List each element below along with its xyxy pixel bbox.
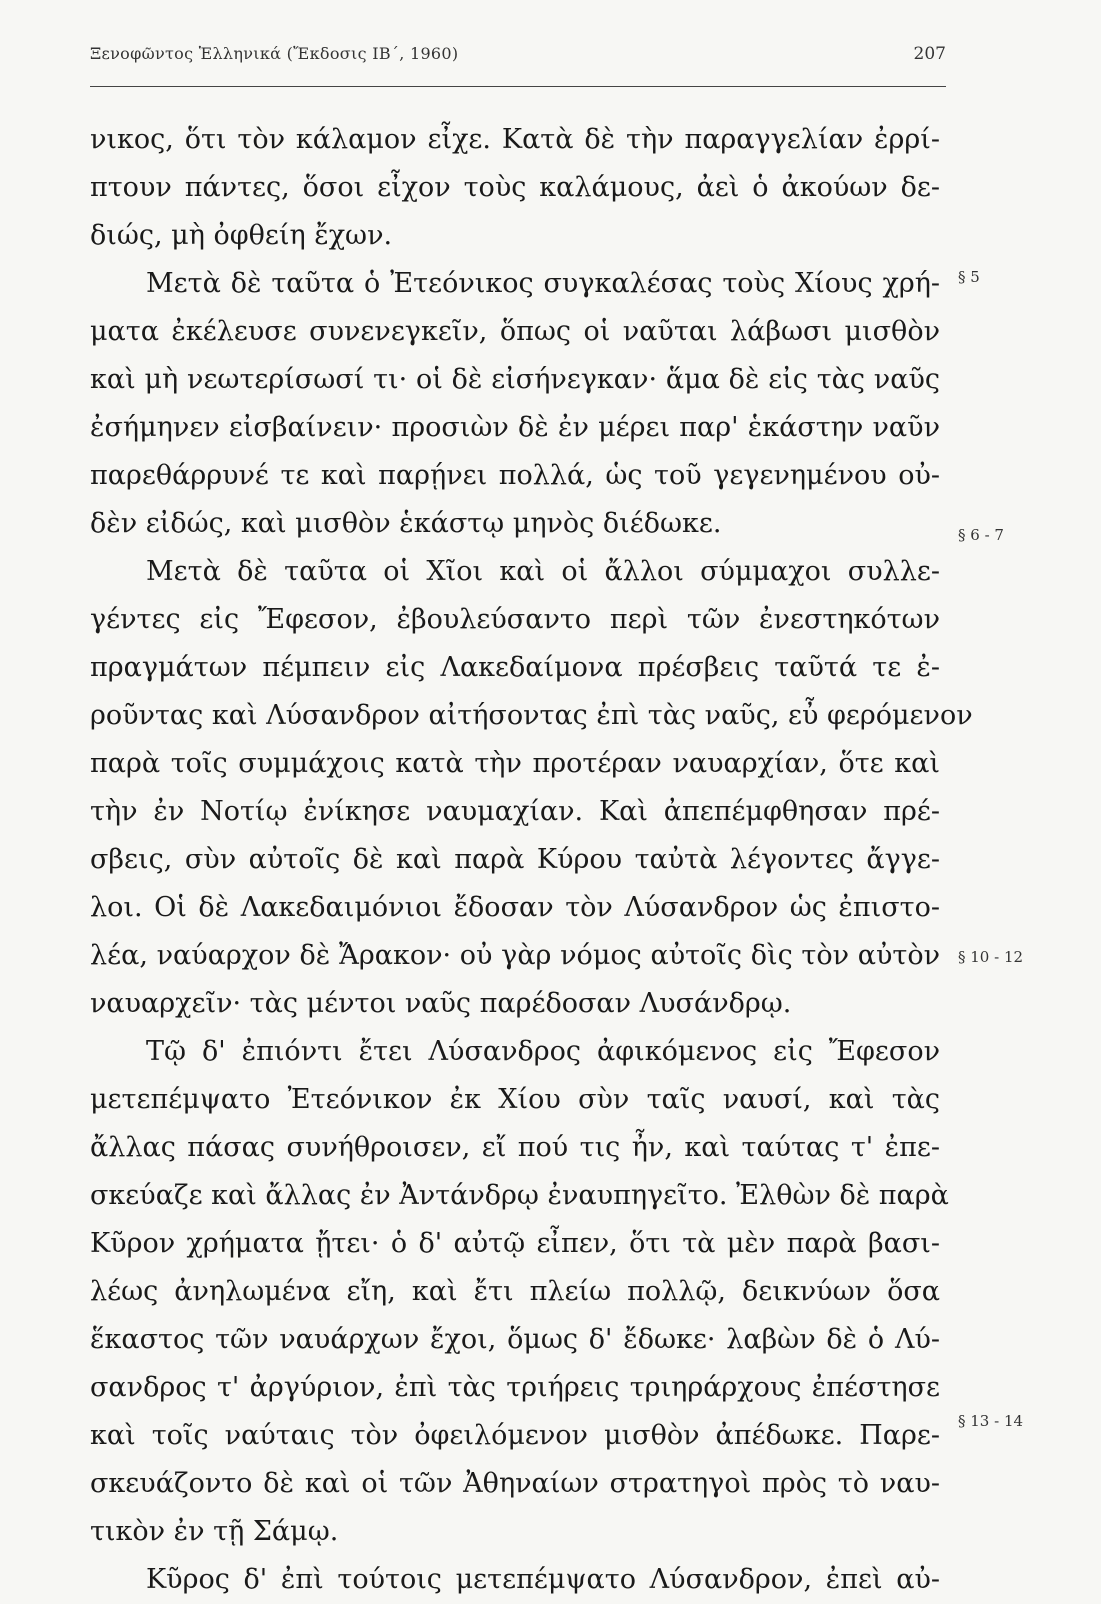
text-line: σανδρος τ' ἀργύριον, ἐπὶ τὰς τριήρεις τριηράρχους ἐπέστησε [90,1372,940,1403]
text-line: ἐσήμηνεν εἰσβαίνειν· προσιὼν δὲ ἐν μέρει παρ' ἑκάστην ναῦν [90,412,940,443]
margin-section-ref: § 5 [958,268,980,286]
text-line: μετεπέμψατο Ἐτεόνικον ἐκ Χίου σὺν ταῖς ναυσί, καὶ τὰς [90,1084,940,1115]
body-text [90,116,973,1604]
text-line: καὶ μὴ νεωτερίσωσί τι· οἱ δὲ εἰσήνεγκαν· ἅμα δὲ εἰς τὰς ναῦς [90,364,940,395]
text-line: Κῦρον χρήματα ᾔτει· ὁ δ' αὐτῷ εἶπεν, ὅτι τὰ μὲν παρὰ βασι- [90,1228,940,1259]
text-line: παρὰ τοῖς συμμάχοις κατὰ τὴν προτέραν ναυαρχίαν, ὅτε καὶ [90,748,940,779]
text-line: καὶ τοῖς ναύταις τὸν ὀφειλόμενον μισθὸν ἀπέδωκε. Παρε- [90,1420,940,1451]
text-line: λοι. Οἱ δὲ Λακεδαιμόνιοι ἔδοσαν τὸν Λύσανδρον ὡς ἐπιστο- [90,892,940,923]
text-line: ἄλλας πάσας συνήθροισεν, εἴ πού τις ἦν, καὶ ταύτας τ' ἐπε- [90,1132,940,1163]
header-rule [90,86,946,87]
text-line: ναυαρχεῖν· τὰς μέντοι ναῦς παρέδοσαν Λυσάνδρῳ. [90,988,792,1019]
text-line: Κῦρος δ' ἐπὶ τούτοις μετεπέμψατο Λύσανδρον, ἐπεὶ αὐ- [146,1564,940,1595]
text-line: τὴν ἐν Νοτίῳ ἐνίκησε ναυμαχίαν. Καὶ ἀπεπέμφθησαν πρέ- [90,796,940,827]
text-line: σκεύαζε καὶ ἄλλας ἐν Ἀντάνδρῳ ἐναυπηγεῖτο. Ἐλθὼν δὲ παρὰ [90,1180,949,1211]
margin-section-ref: § 10 - 12 [958,948,1024,966]
margin-section-ref: § 13 - 14 [958,1412,1024,1430]
text-line: ἕκαστος τῶν ναυάρχων ἔχοι, ὅμως δ' ἔδωκε· λαβὼν δὲ ὁ Λύ- [90,1324,940,1355]
text-line: πραγμάτων πέμπειν εἰς Λακεδαίμονα πρέσβεις ταῦτά τε ἐ- [90,652,940,683]
text-line: δὲν εἰδώς, καὶ μισθὸν ἑκάστῳ μηνὸς διέδωκε. [90,508,722,539]
text-line: τικὸν ἐν τῇ Σάμῳ. [90,1516,339,1547]
text-line: λέα, ναύαρχον δὲ Ἄρακον· οὐ γὰρ νόμος αὐτοῖς δὶς τὸν αὐτὸν [90,940,940,971]
text-line: Τῷ δ' ἐπιόντι ἔτει Λύσανδρος ἀφικόμενος εἰς Ἔφεσον [146,1036,940,1067]
text-line: παρεθάρρυνέ τε καὶ παρῄνει πολλά, ὡς τοῦ γεγενημένου οὐ- [90,460,940,491]
text-line: Μετὰ δὲ ταῦτα ὁ Ἐτεόνικος συγκαλέσας τοὺς Χίους χρή- [146,268,940,299]
text-line: ροῦντας καὶ Λύσανδρον αἰτήσοντας ἐπὶ τὰς ναῦς, εὖ φερόμενον [90,700,973,731]
text-line: λέως ἀνηλωμένα εἴη, καὶ ἔτι πλείω πολλῷ, δεικνύων ὅσα [90,1276,940,1307]
text-line: διώς, μὴ ὀφθείη ἔχων. [90,220,393,251]
text-line: σβεις, σὺν αὐτοῖς δὲ καὶ παρὰ Κύρου ταὐτὰ λέγοντες ἄγγε- [90,844,940,875]
text-line: γέντες εἰς Ἔφεσον, ἐβουλεύσαντο περὶ τῶν ἐνεστηκότων [90,604,940,635]
text-line: πτουν πάντες, ὅσοι εἶχον τοὺς καλάμους, ἀεὶ ὁ ἀκούων δε- [90,172,940,203]
text-line: ματα ἐκέλευσε συνενεγκεῖν, ὅπως οἱ ναῦται λάβωσι μισθὸν [90,316,940,347]
running-head [90,44,946,74]
margin-section-ref: § 6 - 7 [958,526,1004,544]
text-line: σκευάζοντο δὲ καὶ οἱ τῶν Ἀθηναίων στρατηγοὶ πρὸς τὸ ναυ- [90,1468,940,1499]
page-number: 207 [913,44,946,64]
text-line: Μετὰ δὲ ταῦτα οἱ Χῖοι καὶ οἱ ἄλλοι σύμμαχοι συλλε- [146,556,940,587]
running-title: Ξενοφῶντος Ἑλληνικά (Ἔκδοσις ΙΒ΄, 1960) [90,44,459,63]
text-line: νικος, ὅτι τὸν κάλαμον εἶχε. Κατὰ δὲ τὴν παραγγελίαν ἐρρί- [90,124,940,155]
